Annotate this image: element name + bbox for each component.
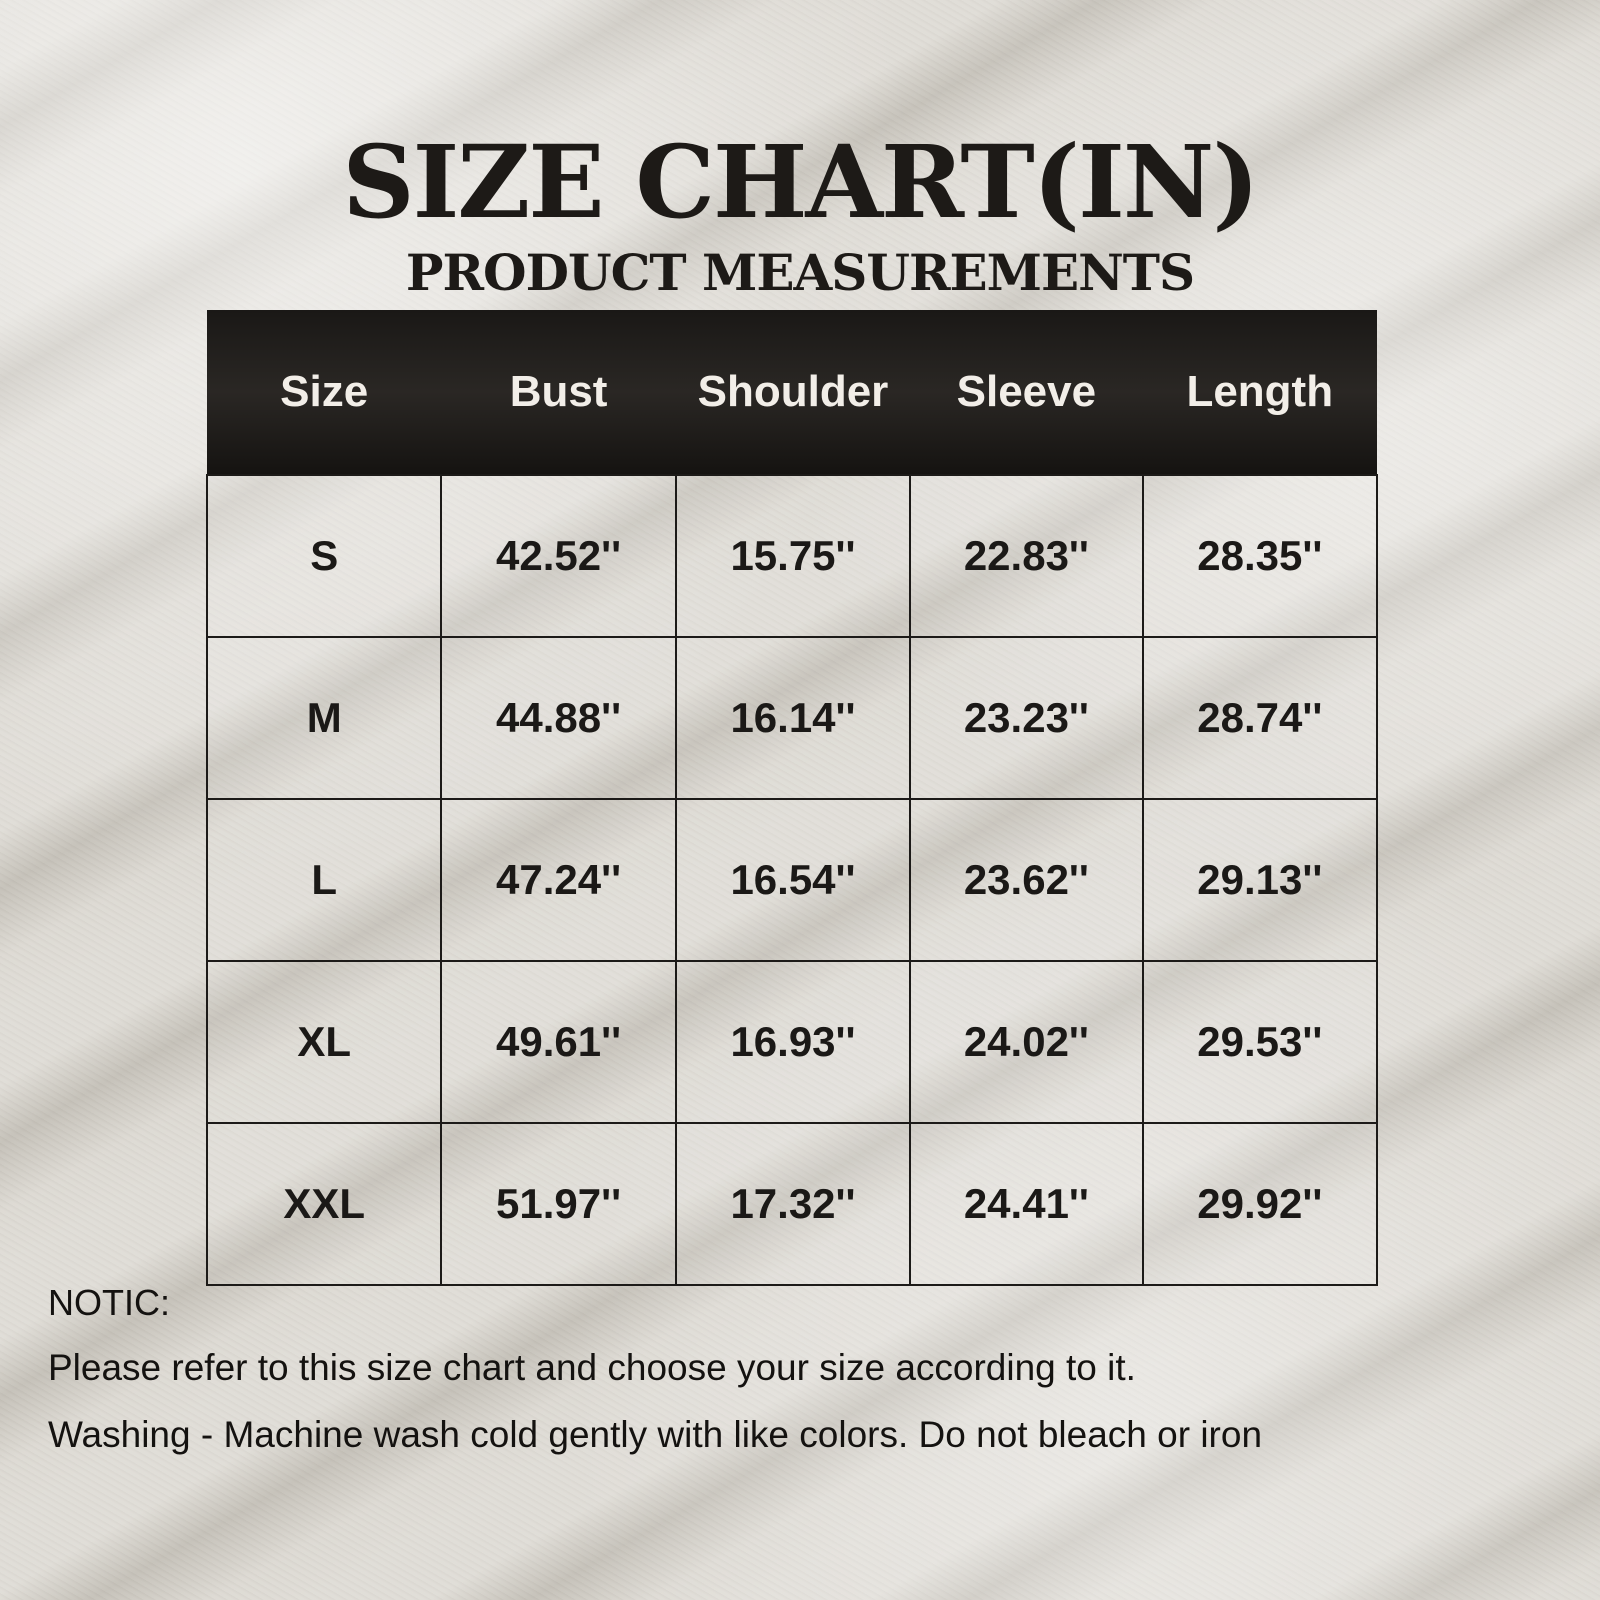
cell-length: 28.35'' <box>1143 475 1377 637</box>
cell-length: 28.74'' <box>1143 637 1377 799</box>
cell-shoulder: 16.14'' <box>676 637 910 799</box>
table-body <box>207 475 1377 1285</box>
cell-length: 29.92'' <box>1143 1123 1377 1285</box>
table-row <box>207 637 1377 799</box>
cell-bust: 44.88'' <box>441 637 675 799</box>
column-header-bust: Bust <box>441 310 675 475</box>
cell-size: XXL <box>207 1123 441 1285</box>
header-row <box>207 310 1377 475</box>
table-row <box>207 961 1377 1123</box>
cell-sleeve: 24.41'' <box>910 1123 1142 1285</box>
cell-shoulder: 17.32'' <box>676 1123 910 1285</box>
cell-sleeve: 23.62'' <box>910 799 1142 961</box>
size-chart-table <box>206 310 1378 1286</box>
table-header <box>207 310 1377 475</box>
cell-bust: 47.24'' <box>441 799 675 961</box>
cell-shoulder: 15.75'' <box>676 475 910 637</box>
cell-sleeve: 24.02'' <box>910 961 1142 1123</box>
column-header-sleeve: Sleeve <box>910 310 1142 475</box>
table-row <box>207 799 1377 961</box>
cell-bust: 49.61'' <box>441 961 675 1123</box>
page-subtitle: PRODUCT MEASUREMENTS <box>405 243 1195 302</box>
column-header-size: Size <box>207 310 441 475</box>
cell-bust: 42.52'' <box>441 475 675 637</box>
cell-size: XL <box>207 961 441 1123</box>
column-header-length: Length <box>1143 310 1377 475</box>
page-title: SIZE CHART(IN) <box>342 123 1258 241</box>
notes-size-advice: Please refer to this size chart and choose your size according to it. <box>48 1347 1136 1388</box>
table-row <box>207 1123 1377 1285</box>
cell-shoulder: 16.93'' <box>676 961 910 1123</box>
table-row <box>207 475 1377 637</box>
cell-shoulder: 16.54'' <box>676 799 910 961</box>
cell-size: M <box>207 637 441 799</box>
notes-heading: NOTIC: <box>48 1282 170 1323</box>
cell-bust: 51.97'' <box>441 1123 675 1285</box>
cell-size: S <box>207 475 441 637</box>
cell-sleeve: 23.23'' <box>910 637 1142 799</box>
notes-washing-instructions: Washing - Machine wash cold gently with like colors. Do not bleach or iron <box>48 1414 1263 1455</box>
cell-length: 29.13'' <box>1143 799 1377 961</box>
notes-section <box>48 1282 1263 1483</box>
column-header-shoulder: Shoulder <box>676 310 910 475</box>
cell-length: 29.53'' <box>1143 961 1377 1123</box>
cell-sleeve: 22.83'' <box>910 475 1142 637</box>
cell-size: L <box>207 799 441 961</box>
